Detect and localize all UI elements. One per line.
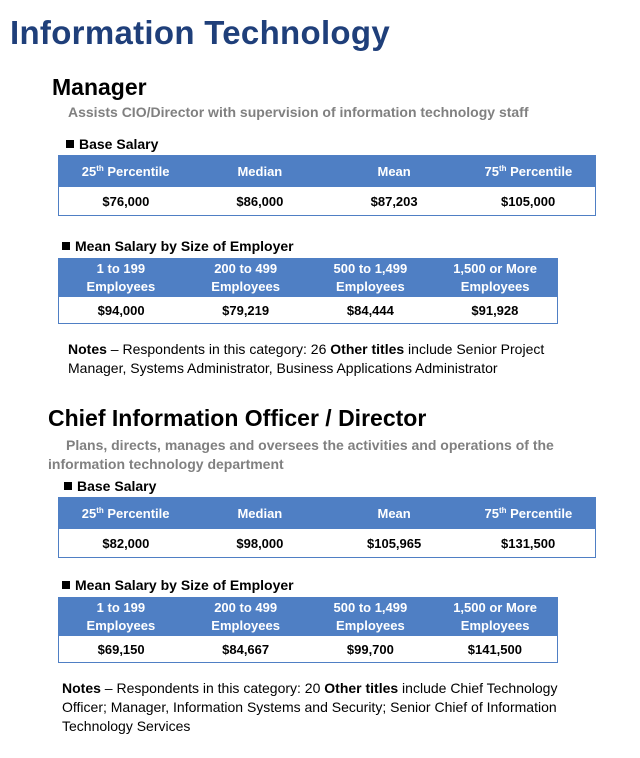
mean-salary-by-size-table (58, 258, 558, 324)
notes-cio-director: Notes – Respondents in this category: 20 Other titles include Chief Technology Officer; Manager, Information Systems and Security; Senior Chief of Information Technology Services (62, 680, 558, 734)
value-75th-percentile: $131,500 (461, 529, 595, 558)
value-75th-percentile: $105,000 (461, 187, 595, 216)
value-25th-percentile: $76,000 (59, 187, 193, 216)
value-1-to-199: $69,150 (59, 636, 184, 663)
value-median: $86,000 (193, 187, 327, 216)
job-description-manager: Assists CIO/Director with supervision of information technology staff (68, 104, 529, 120)
value-500-to-1499: $99,700 (308, 636, 433, 663)
header-mean: Mean (327, 498, 461, 529)
value-200-to-499: $84,667 (183, 636, 308, 663)
base-salary-table (58, 497, 596, 558)
header-25th-percentile: 25th Percentile (59, 156, 193, 187)
page-title: Information Technology (10, 14, 390, 51)
base-salary-label: Base Salary (64, 478, 156, 494)
table-header-row (59, 498, 596, 529)
value-1-to-199: $94,000 (59, 297, 184, 324)
value-25th-percentile: $82,000 (59, 529, 193, 558)
value-mean: $87,203 (327, 187, 461, 216)
value-500-to-1499: $84,444 (308, 297, 433, 324)
job-title-manager: Manager (52, 74, 147, 100)
bullet-square-icon (62, 581, 70, 589)
header-500-to-1499: 500 to 1,499 Employees (308, 259, 433, 297)
table-header-row (59, 259, 558, 297)
base-salary-label: Base Salary (66, 136, 158, 152)
table-header-row (59, 598, 558, 636)
table-header-row (59, 156, 596, 187)
job-description-cio-director: Plans, directs, manages and oversees the activities and operations of the information technology department (48, 437, 554, 472)
value-1500-or-more: $91,928 (433, 297, 558, 324)
mean-salary-by-size-label: Mean Salary by Size of Employer (62, 238, 294, 254)
table-row (59, 636, 558, 663)
header-median: Median (193, 156, 327, 187)
table-row (59, 297, 558, 324)
table-row (59, 529, 596, 558)
header-200-to-499: 200 to 499 Employees (183, 598, 308, 636)
notes-manager: Notes – Respondents in this category: 26 Other titles include Senior Project Manager, Systems Administrator, Business Applications Administrator (68, 341, 545, 376)
header-200-to-499: 200 to 499 Employees (183, 259, 308, 297)
mean-salary-by-size-table (58, 597, 558, 663)
header-1500-or-more: 1,500 or More Employees (433, 598, 558, 636)
header-1-to-199: 1 to 199 Employees (59, 259, 184, 297)
table-row (59, 187, 596, 216)
header-mean: Mean (327, 156, 461, 187)
value-1500-or-more: $141,500 (433, 636, 558, 663)
header-75th-percentile: 75th Percentile (461, 498, 595, 529)
header-1-to-199: 1 to 199 Employees (59, 598, 184, 636)
header-500-to-1499: 500 to 1,499 Employees (308, 598, 433, 636)
header-median: Median (193, 498, 327, 529)
bullet-square-icon (66, 140, 74, 148)
header-25th-percentile: 25th Percentile (59, 498, 193, 529)
value-median: $98,000 (193, 529, 327, 558)
header-1500-or-more: 1,500 or More Employees (433, 259, 558, 297)
bullet-square-icon (62, 242, 70, 250)
value-mean: $105,965 (327, 529, 461, 558)
job-title-cio-director: Chief Information Officer / Director (48, 405, 427, 431)
bullet-square-icon (64, 482, 72, 490)
header-75th-percentile: 75th Percentile (461, 156, 595, 187)
value-200-to-499: $79,219 (183, 297, 308, 324)
mean-salary-by-size-label: Mean Salary by Size of Employer (62, 577, 294, 593)
base-salary-table (58, 155, 596, 216)
